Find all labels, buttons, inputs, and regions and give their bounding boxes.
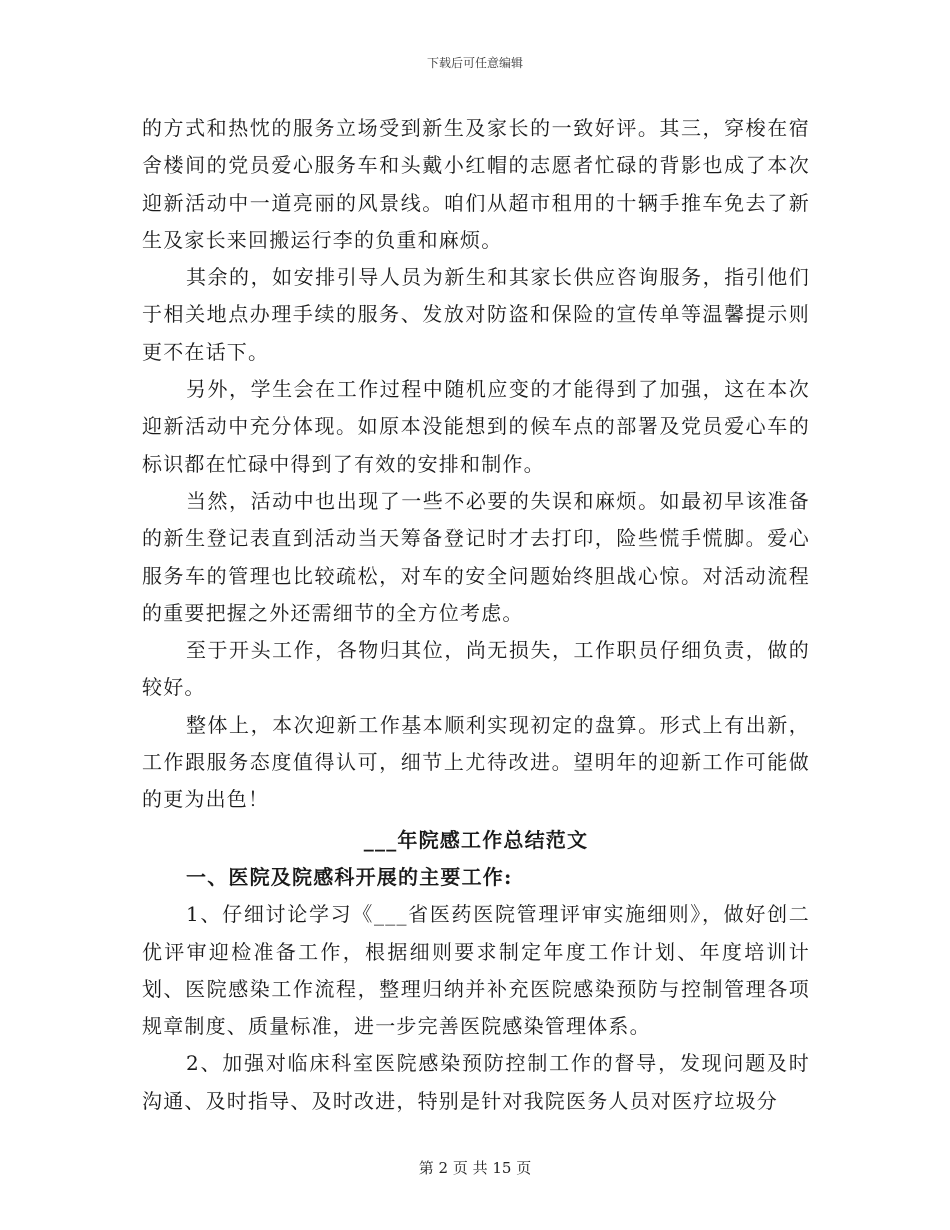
paragraph: 其余的，如安排引导人员为新生和其家长供应咨询服务，指引他们于相关地点办理手续的服务、发放对防盗和保险的宣传单等温馨提示则更不在话下。 [142, 265, 810, 364]
list-item: 1、仔细讨论学习《___省医药医院管理评审实施细则》，做好创二优评审迎检准备工作，根据细则要求制定年度工作计划、年度培训计划、医院感染工作流程，整理归纳并补充医院感染预防与控制管理各项规章制度、质量标准，进一步完善医院感染管理体系。 [142, 902, 810, 1039]
paragraph: 另外，学生会在工作过程中随机应变的才能得到了加强，这在本次迎新活动中充分体现。如原本没能想到的候车点的部署及党员爱心车的标识都在忙碌中得到了有效的安排和制作。 [142, 377, 810, 476]
paragraph: 至于开头工作，各物归其位，尚无损失，工作职员仔细负责，做的较好。 [142, 638, 810, 700]
document-body [142, 110, 810, 1120]
paragraph: 整体上，本次迎新工作基本顺利实现初定的盘算。形式上有出新，工作跟服务态度值得认可，细节上尤待改进。望明年的迎新工作可能做的更为出色！ [142, 712, 810, 812]
section-title: ___年院感工作总结范文 [363, 827, 589, 852]
list-item: 2、加强对临床科室医院感染预防控制工作的督导，发现问题及时沟通、及时指导、及时改进，特别是针对我院医务人员对医疗垃圾分 [142, 1051, 810, 1113]
page-footer: 第 2 页 共 15 页 [418, 1159, 532, 1177]
page-header: 下载后可任意编辑 [426, 56, 523, 70]
paragraph: 当然，活动中也出现了一些不必要的失误和麻烦。如最初早该准备的新生登记表直到活动当天筹备登记时才去打印，险些慌手慌脚。爱心服务车的管理也比较疏松，对车的安全问题始终胆战心惊。对活动流程的重要把握之外还需细节的全方位考虑。 [142, 488, 810, 625]
paragraph-continuation: 的方式和热忱的服务立场受到新生及家长的一致好评。其三，穿梭在宿舍楼间的党员爱心服务车和头戴小红帽的志愿者忙碌的背影也成了本次迎新活动中一道亮丽的风景线。咱们从超市租用的十辆手推车免去了新生及家长来回搬运行李的负重和麻烦。 [142, 116, 810, 252]
section-heading: 一、医院及院感科开展的主要工作: [186, 864, 513, 889]
